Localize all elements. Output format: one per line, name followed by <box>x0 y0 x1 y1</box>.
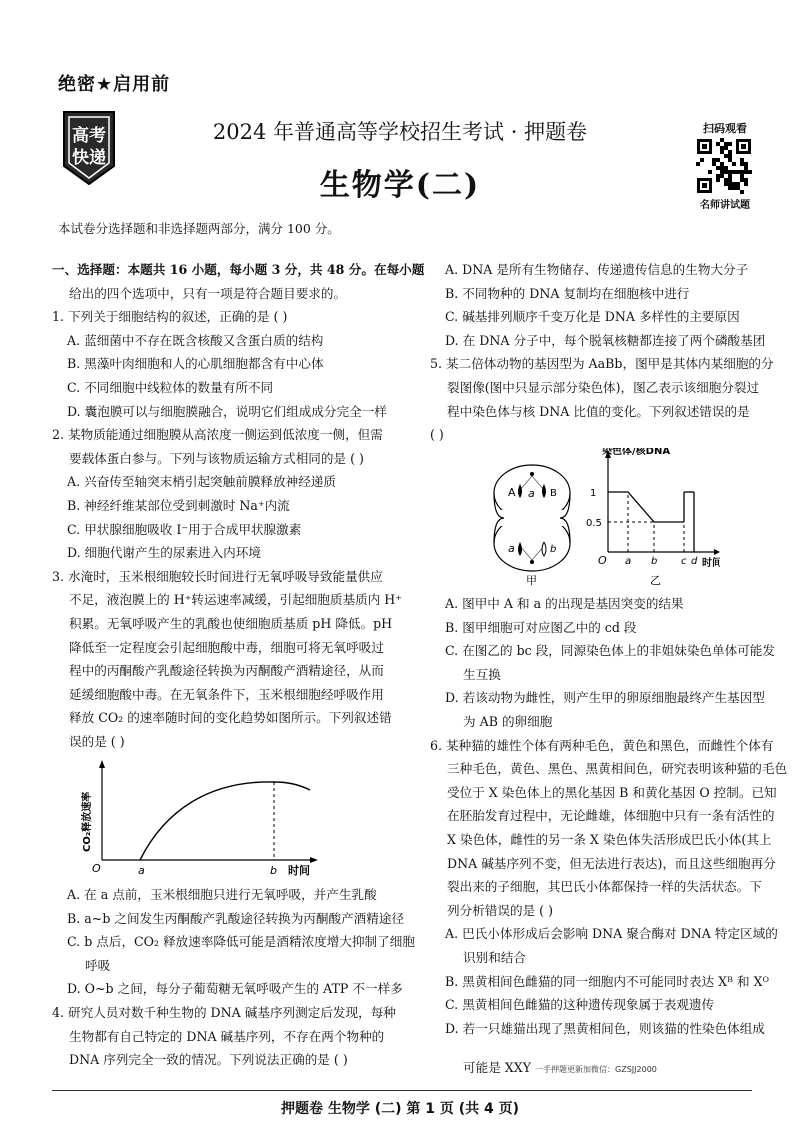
qr-module <box>728 142 732 146</box>
qr-module <box>712 158 716 162</box>
b-tick: b <box>270 864 277 877</box>
text-line: 给出的四个选项中，只有一项是符合题目要求的。 <box>69 285 347 301</box>
text-line: C. 在图乙的 bc 段，同源染色体上的非姐妹染色单体可能发 <box>445 643 775 659</box>
x-axis-arrow <box>714 549 720 555</box>
figure-jia-label: 甲 <box>526 574 537 587</box>
gene-label: a <box>508 542 515 555</box>
text-line: A. 巴氏小体形成后会影响 DNA 聚合酶对 DNA 特定区域的 <box>445 926 778 942</box>
gene-label: a <box>528 487 535 500</box>
qr-module <box>720 166 724 170</box>
qr-module <box>716 178 720 182</box>
text-line: 程中染色体与核 DNA 比值的变化。下列叙述错误的是 <box>447 403 750 419</box>
watermark: 一手押题更新加微信：GZSJJ2000 <box>535 1065 657 1074</box>
a-tick: a <box>138 864 145 877</box>
text-line: 三种毛色，黄色、黑色、黑黄相间色，研究表明该种猫的毛色 <box>447 761 788 777</box>
qr-module <box>724 178 728 182</box>
logo-text: 高考 <box>72 126 106 146</box>
x-tick-label: c <box>681 556 687 567</box>
qr-module <box>740 190 744 194</box>
text-line: 6. 某种猫的雄性个体有两种毛色，黄色和黑色，而雌性个体有 <box>430 737 774 753</box>
x-tick-label: d <box>691 556 698 567</box>
qr-module <box>724 182 728 186</box>
chromosome <box>542 542 546 556</box>
text-line: 识别和结合 <box>463 949 526 965</box>
exam-title: 2024 年普通高等学校招生考试 · 押题卷 <box>212 120 588 144</box>
qr-module <box>728 186 732 190</box>
x-axis-label: 时间 <box>702 558 720 569</box>
y-axis-label: CO₂释放速率 <box>82 791 93 852</box>
x-axis-label: 时间 <box>288 864 310 877</box>
text-line: 1. 下列关于细胞结构的叙述，正确的是 ( ) <box>52 309 288 325</box>
text-line: 2. 某物质能通过细胞膜从高浓度一侧运到低浓度一侧，但需 <box>52 427 383 443</box>
x-tick-label: b <box>651 556 658 567</box>
text-line: DNA 序列完全一致的情况。下列说法正确的是 ( ) <box>69 1052 348 1068</box>
origin-label: O <box>598 554 607 567</box>
text-line: 程中的丙酮酸产乳酸途径转换为丙酮酸产酒精途径，从而 <box>69 663 384 679</box>
origin-label: O <box>92 862 101 875</box>
last-option-line: 可能是 XXY <box>463 1060 532 1075</box>
right-column-top <box>430 258 790 447</box>
qr-module <box>740 178 744 182</box>
qr-module <box>736 182 740 186</box>
qr-module <box>744 182 748 186</box>
text-line: A. 蓝细菌中不存在既含核酸又含蛋白质的结构 <box>67 332 324 348</box>
text-line: D. 在 DNA 分子中，每个脱氧核糖都连接了两个磷酸基团 <box>445 332 766 348</box>
text-line: 裂图像(图中只显示部分染色体)，图乙表示该细胞分裂过 <box>447 379 760 395</box>
qr-module <box>736 186 740 190</box>
ratio-line <box>608 492 684 522</box>
qr-label: 扫码观看 <box>703 122 747 135</box>
qr-module <box>728 158 732 162</box>
cell-division-figure <box>490 448 720 592</box>
text-line: 生互换 <box>463 666 501 682</box>
left-column-top <box>52 258 425 753</box>
qr-module <box>728 182 732 186</box>
qr-module <box>724 170 728 174</box>
ratio-chart <box>586 448 720 587</box>
qr-module <box>740 162 744 166</box>
text-line: 不足，液泡膜上的 H⁺转运速率减缓，引起细胞质基质内 H⁺ <box>69 592 402 608</box>
text-line: B. 不同物种的 DNA 复制均在细胞核中进行 <box>445 285 690 301</box>
gene-label: b <box>550 544 557 555</box>
qr-module <box>716 142 720 146</box>
text-line: A. 在 a 点前，玉米根细胞只进行无氧呼吸，并产生乳酸 <box>67 887 377 902</box>
subject-title: 生物学(二) <box>319 168 481 203</box>
text-line: 4. 研究人员对数千种生物的 DNA 碱基序列测定后发现，每种 <box>52 1004 396 1020</box>
qr-module <box>716 158 720 162</box>
qr-module <box>744 170 748 174</box>
qr-module <box>716 174 720 178</box>
qr-module <box>732 186 736 190</box>
figure-yi-label: 乙 <box>650 574 661 587</box>
qr-module <box>736 170 740 174</box>
text-line: B. 神经纤维某部位受到刺激时 Na⁺内流 <box>67 497 290 513</box>
qr-module <box>728 174 732 178</box>
qr-module <box>720 170 724 174</box>
qr-module <box>732 170 736 174</box>
text-line: 误的是 ( ) <box>69 733 125 749</box>
text-line: C. 黑黄相间色雌猫的这种遗传现象属于表观遗传 <box>445 997 715 1013</box>
page-footer: 押题卷 生物学 (二) 第 1 页 (共 4 页) <box>280 1101 520 1117</box>
text-line: 在胚胎发育过程中，无论雌雄，体细胞中只有一条有活性的 <box>447 808 775 824</box>
qr-module <box>724 146 728 150</box>
logo-text: 快递 <box>72 148 106 168</box>
text-line: 3. 水淹时，玉米根细胞较长时间进行无氧呼吸导致能量供应 <box>52 568 383 584</box>
text-line: C. 碱基排列顺序千变万化是 DNA 多样性的主要原因 <box>445 309 740 325</box>
text-line: C. b 点后，CO₂ 释放速率降低可能是酒精浓度增大抑制了细胞 <box>67 934 415 950</box>
y-tick-label: 0.5 <box>586 518 602 529</box>
text-line: DNA 碱基序列不变，但无法进行表达)，而且这些细胞再分 <box>447 855 776 871</box>
text-line: 降低至一定程度会引起细胞酸中毒，细胞可将无氧呼吸过 <box>69 639 384 655</box>
text-line: 生物都有自己特定的 DNA 碱基序列，不存在两个物种的 <box>69 1028 385 1044</box>
text-line: D. 细胞代谢产生的尿素进入内环境 <box>67 545 261 561</box>
qr-module <box>696 162 700 166</box>
text-line: 裂出来的子细胞，其巴氏小体都保持一样的失活状态。下 <box>447 879 762 895</box>
qr-module <box>720 174 724 178</box>
qr-module <box>728 150 732 154</box>
text-line: X 染色体，雌性的另一条 X 染色体失活形成巴氏小体(其上 <box>447 831 772 847</box>
text-line: B. 黑黄相间色雌猫的同一细胞内不可能同时表达 Xᴮ 和 Xᴼ <box>445 973 769 989</box>
text-line: A. DNA 是所有生物储存、传递遗传信息的生物大分子 <box>445 262 749 277</box>
qr-module <box>712 162 716 166</box>
last-line-row <box>430 1056 790 1082</box>
qr-module <box>732 182 736 186</box>
text-line: D. O~b 之间，每分子葡萄糖无氧呼吸产生的 ATP 不一样多 <box>67 981 403 997</box>
gene-label: B <box>550 488 557 499</box>
x-tick-label: a <box>625 556 632 567</box>
text-line: C. 不同细胞中线粒体的数量有所不同 <box>67 379 274 395</box>
exam-intro: 本试卷分选择题和非选择题两部分，满分 100 分。 <box>58 221 340 236</box>
qr-module <box>724 166 728 170</box>
qr-module <box>740 158 744 162</box>
text-line: 列分析错误的是 ( ) <box>447 902 553 918</box>
text-line: 受位于 X 染色体上的黑化基因 B 和黄化基因 O 控制。已知 <box>447 784 777 800</box>
text-line: A. 图甲中 A 和 a 的出现是基因突变的结果 <box>445 596 684 611</box>
text-line: D. 若该动物为雌性，则产生甲的卵原细胞最终产生基因型 <box>445 690 765 706</box>
qr-module <box>728 154 732 158</box>
qr-module <box>708 170 712 174</box>
qr-module <box>744 166 748 170</box>
text-line: 延缓细胞酸中毒。在无氧条件下，玉米根细胞经呼吸作用 <box>69 686 384 702</box>
text-line: 呼吸 <box>85 957 111 973</box>
qr-module <box>728 178 732 182</box>
qr-module <box>740 174 744 178</box>
qr-subtitle: 名师讲试题 <box>700 200 750 211</box>
qr-module <box>728 170 732 174</box>
text-line: A. 兴奋传至轴突末梢引起突触前膜释放神经递质 <box>67 474 336 490</box>
text-line: 要载体蛋白参与。下列与该物质运输方式相同的是 ( ) <box>69 450 364 466</box>
text-line: D. 囊泡膜可以与细胞膜融合，说明它们组成成分完全一样 <box>67 403 387 419</box>
qr-module <box>748 170 752 174</box>
text-line: 5. 某二倍体动物的基因型为 AaBb，图甲是其体内某细胞的分 <box>430 356 774 372</box>
qr-module <box>700 158 704 162</box>
co2-release-chart <box>70 760 330 884</box>
qr-module <box>720 150 724 154</box>
qr-module <box>720 162 724 166</box>
qr-code[interactable] <box>696 138 752 194</box>
qr-module <box>744 178 748 182</box>
text-line: 为 AB 的卵细胞 <box>463 713 553 729</box>
text-line: 一、选择题：本题共 16 小题，每小题 3 分，共 48 分。在每小题 <box>52 262 425 277</box>
co2-curve <box>140 782 310 860</box>
qr-module <box>744 162 748 166</box>
text-line: 释放 CO₂ 的速率随时间的变化趋势如图所示。下列叙述错 <box>69 710 392 726</box>
qr-module <box>724 142 728 146</box>
qr-module <box>740 170 744 174</box>
text-line: ( ) <box>430 427 444 443</box>
y-axis-label: 染色体/核DNA <box>602 448 671 457</box>
qr-module <box>720 146 724 150</box>
text-line: 积累。无氧呼吸产生的乳酸也使细胞质基质 pH 降低。pH <box>69 615 393 631</box>
text-line: B. a~b 之间发生丙酮酸产乳酸途径转换为丙酮酸产酒精途径 <box>67 910 405 926</box>
gene-label: A <box>508 486 516 499</box>
left-column-bottom <box>52 883 422 1072</box>
qr-module <box>716 166 720 170</box>
footer-divider <box>52 1090 752 1091</box>
text-line: B. 图甲细胞可对应图乙中的 cd 段 <box>445 619 637 635</box>
y-tick-label: 1 <box>590 488 597 499</box>
qr-module <box>732 162 736 166</box>
qr-module <box>724 154 728 158</box>
qr-module <box>720 138 724 142</box>
confidential-label: 绝密★启用前 <box>58 74 171 95</box>
right-column-bottom <box>430 592 790 1040</box>
text-line: B. 黑藻叶肉细胞和人的心肌细胞都含有中心体 <box>67 356 324 372</box>
text-line: D. 若一只雄猫出现了黑黄相间色，则该猫的性染色体组成 <box>445 1020 765 1036</box>
text-line: C. 甲状腺细胞吸收 I⁻用于合成甲状腺激素 <box>67 521 302 537</box>
